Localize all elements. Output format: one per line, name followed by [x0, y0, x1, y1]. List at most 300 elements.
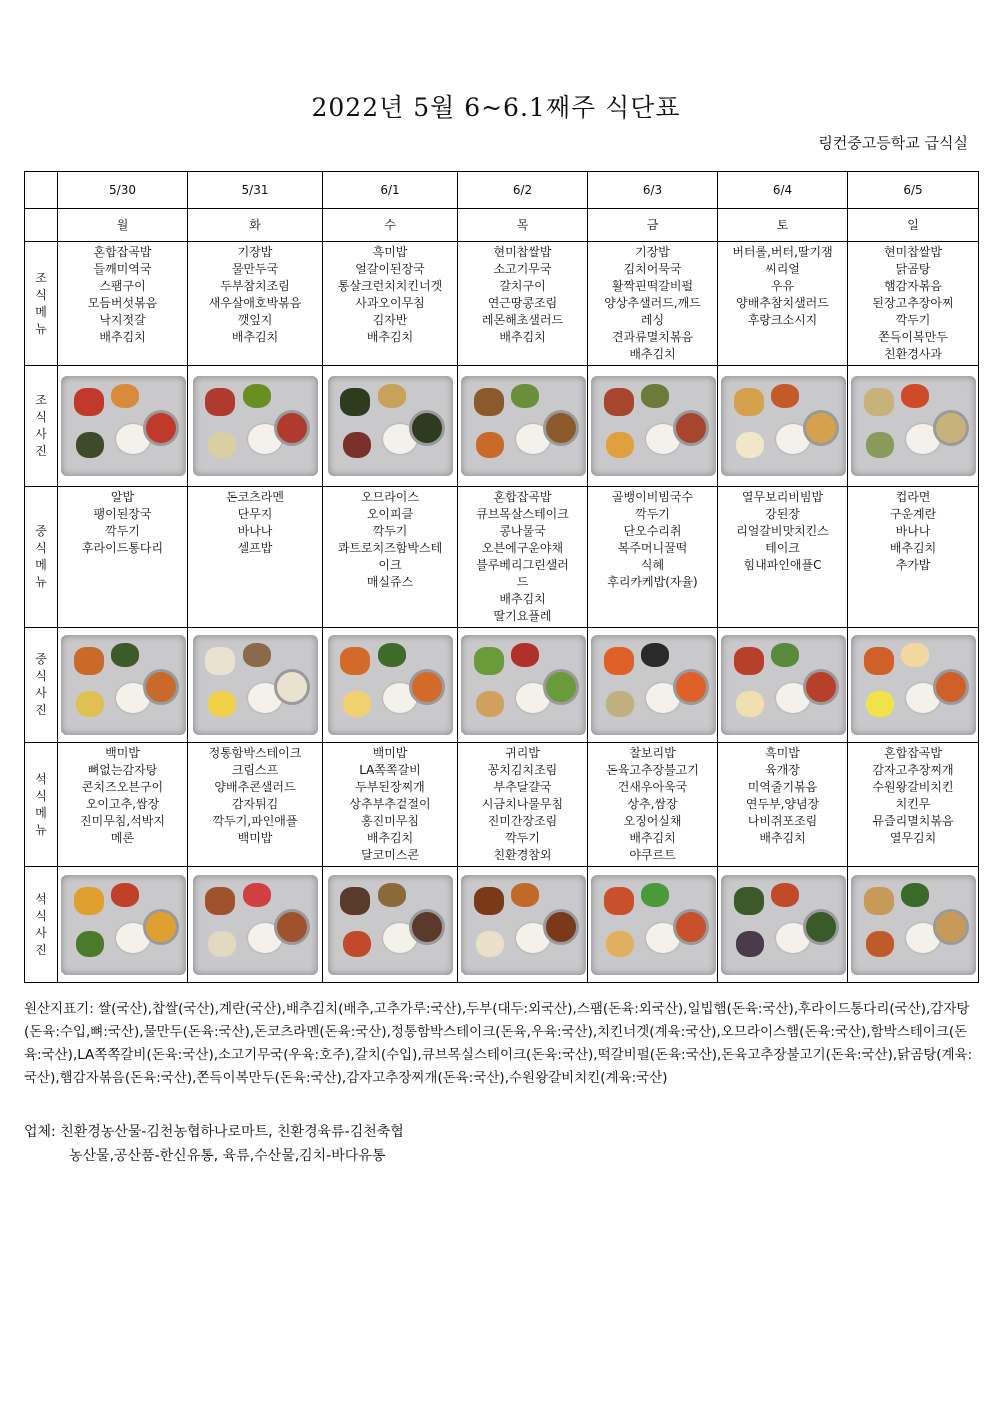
- menu-list: [848, 242, 978, 365]
- menu-item: 연근땅콩조림: [487, 296, 558, 310]
- food-side3: [76, 931, 104, 957]
- food-side2: [111, 384, 139, 408]
- row-label-char: 메: [35, 805, 47, 820]
- menu-item: 씨리얼: [765, 262, 800, 276]
- food-side3: [736, 931, 764, 957]
- row-label: [25, 242, 58, 366]
- menu-item: 깍두기: [105, 524, 140, 538]
- breakfast-menu-cell: [718, 242, 848, 366]
- food-side3: [208, 931, 236, 957]
- meal-photo: [193, 376, 318, 476]
- food-side1: [604, 647, 634, 675]
- food-side1: [74, 887, 104, 915]
- menu-list: [588, 743, 717, 866]
- school-name: 링컨중고등학교 급식실: [818, 134, 968, 152]
- food-side2: [111, 883, 139, 907]
- row-label-char: 식: [35, 541, 47, 555]
- menu-item: 이크: [378, 558, 402, 572]
- row-label-char: 조: [35, 270, 47, 285]
- menu-item: 오징어실채: [623, 814, 682, 828]
- food-side1: [734, 388, 764, 416]
- food-bowl: [673, 669, 709, 705]
- food-side2: [901, 384, 929, 408]
- lunch-menu-cell: [58, 487, 188, 628]
- menu-list: [58, 487, 187, 559]
- menu-item: 배추김치: [629, 831, 676, 845]
- row-label-char: 뉴: [35, 822, 47, 837]
- menu-list: [588, 242, 717, 365]
- breakfast-photo-cell: [458, 366, 588, 487]
- menu-item: 매실쥬스: [366, 575, 414, 589]
- lunch-photo-cell: [188, 628, 323, 743]
- menu-item: 스팸구이: [99, 279, 146, 293]
- food-side2: [378, 883, 406, 907]
- breakfast-menu-cell: [458, 242, 588, 366]
- row-label-char: 진: [35, 703, 47, 717]
- menu-table: [24, 171, 979, 983]
- food-bowl: [274, 909, 310, 945]
- day-cell: 일: [848, 209, 979, 242]
- food-side2: [111, 643, 139, 667]
- menu-item: 모듬버섯볶음: [87, 296, 158, 310]
- menu-item: 혼합잡곡밥: [884, 746, 942, 760]
- food-bowl: [803, 410, 839, 446]
- row-label-char: 사: [35, 925, 47, 940]
- meal-photo: [461, 875, 586, 975]
- food-side3: [476, 931, 504, 957]
- meal-photo: [328, 875, 453, 975]
- lunch-photo-cell: [323, 628, 458, 743]
- menu-item: 기장밥: [635, 245, 670, 259]
- meal-photo: [721, 875, 846, 975]
- food-side3: [476, 691, 504, 717]
- menu-item: 감자고추장찌개: [872, 763, 954, 777]
- food-side2: [901, 883, 929, 907]
- food-side1: [340, 887, 370, 915]
- breakfast-photo-row: [25, 366, 979, 487]
- dinner-menu-cell: [718, 743, 848, 867]
- menu-item: 후라이드통다리: [81, 541, 164, 555]
- day-cell: 화: [188, 209, 323, 242]
- dinner-photo-cell: [458, 867, 588, 983]
- corner-cell: [25, 209, 58, 242]
- menu-item: 오이피클: [366, 507, 414, 521]
- menu-item: 오븐에구운야채: [481, 541, 564, 555]
- menu-list: [58, 743, 187, 849]
- menu-list: [58, 242, 187, 348]
- food-side2: [641, 384, 669, 408]
- menu-item: 야쿠르트: [629, 848, 676, 862]
- menu-item: 콰트로치즈함박스테: [337, 541, 443, 555]
- food-side3: [736, 691, 764, 717]
- lunch-photo-cell: [58, 628, 188, 743]
- lunch-photo-cell: [848, 628, 979, 743]
- menu-item: 딸기요플레: [493, 609, 552, 623]
- menu-item: 버터롤,버터,딸기잼: [732, 245, 833, 259]
- food-side2: [378, 643, 406, 667]
- menu-item: 치킨무: [895, 797, 931, 811]
- menu-item: 깍두기: [895, 313, 931, 327]
- menu-item: 나비쥐포조림: [747, 814, 818, 828]
- menu-item: 양상추샐러드,깨드: [604, 296, 701, 310]
- menu-item: 백미밥: [372, 746, 408, 760]
- lunch-photo-cell: [458, 628, 588, 743]
- dinner-menu-cell: [188, 743, 323, 867]
- food-bowl: [543, 909, 579, 945]
- day-cell: 금: [588, 209, 718, 242]
- date-cell: 6/4: [718, 172, 848, 209]
- menu-item: 두부된장찌개: [355, 780, 425, 794]
- menu-item: 홍진미무침: [361, 814, 419, 828]
- meal-photo: [193, 635, 318, 735]
- dinner-photo-cell: [718, 867, 848, 983]
- food-side1: [734, 887, 764, 915]
- menu-item: 뼈없는감자탕: [87, 763, 158, 777]
- food-bowl: [409, 909, 445, 945]
- menu-item: 백미밥: [237, 831, 273, 845]
- menu-item: 강된장: [765, 507, 800, 521]
- food-side3: [866, 691, 894, 717]
- menu-item: 후랑크소시지: [747, 313, 818, 327]
- menu-item: 찰보리밥: [629, 746, 676, 760]
- row-label: [25, 487, 58, 628]
- row-label-char: 석: [35, 891, 47, 906]
- menu-item: 쫀득이복만두: [878, 330, 948, 344]
- menu-item: 셀프밥: [237, 541, 273, 555]
- origin-notes: [24, 998, 974, 1090]
- lunch-photo-cell: [588, 628, 718, 743]
- menu-item: 구운계란: [889, 507, 937, 521]
- meal-photo: [591, 875, 716, 975]
- menu-item: 배추김치: [366, 330, 414, 344]
- food-side1: [205, 647, 235, 675]
- breakfast-photo-cell: [588, 366, 718, 487]
- food-side1: [205, 887, 235, 915]
- meal-photo: [61, 875, 186, 975]
- menu-item: 상추부추겉절이: [349, 797, 431, 811]
- row-label-char: 식: [35, 287, 47, 302]
- menu-item: 리얼갈비맛치킨스: [736, 524, 829, 538]
- food-bowl: [933, 410, 969, 446]
- menu-list: [718, 242, 847, 331]
- meal-photo: [721, 376, 846, 476]
- meal-photo: [721, 635, 846, 735]
- date-cell: 6/5: [848, 172, 979, 209]
- menu-item: 통살크런치치킨너겟: [337, 279, 443, 293]
- menu-item: 활짝핀떡갈비펄: [611, 279, 694, 293]
- menu-item: 사과오이무침: [355, 296, 425, 310]
- row-label-char: 메: [35, 304, 47, 319]
- food-side1: [604, 887, 634, 915]
- menu-item: 시금치나물무침: [481, 797, 564, 811]
- food-side3: [606, 691, 634, 717]
- lunch-menu-cell: [323, 487, 458, 628]
- lunch-menu-cell: [848, 487, 979, 628]
- food-side3: [343, 432, 371, 458]
- menu-item: 김치어묵국: [623, 262, 682, 276]
- menu-item: 기장밥: [237, 245, 273, 259]
- menu-item: 콩나물국: [499, 524, 546, 538]
- origin-text: 원산지표기: 쌀(국산),찹쌀(국산),계란(국산),배추김치(배추,고추가루:국산),두부(대두:외국산),스팸(돈육:외국산),일빕햄(돈육:국산),후라이드통다리(국산),감자탕(돈육:수입,뼈:국산),물만두(돈육:국산),돈코츠라멘(돈육:국산),정통함박스테이크(돈육,우육:국산),치킨너겟(계육:국산),오므라이스햄(돈육:국산),함박스테이크(돈육:국산),LA쪽쪽갈비(돈육:국산),소고기무국(우육:호주),갈치(수입),큐브목실스테이크(돈육:국산),떡갈비펄(돈육:국산),돈육고추장불고기(돈육:국산),닭곰탕(계육:국산),햄감자볶음(돈육:국산),쫀득이복만두(돈육:국산),감자고추장찌개(돈육:국산),수원왕갈비치킨(계육:국산): [24, 1001, 973, 1086]
- menu-item: 바나나: [237, 524, 273, 538]
- menu-item: 친환경사과: [884, 347, 942, 361]
- date-cell: 5/31: [188, 172, 323, 209]
- row-label-char: 진: [35, 942, 47, 957]
- food-side1: [205, 388, 235, 416]
- food-bowl: [409, 410, 445, 446]
- food-side3: [866, 931, 894, 957]
- food-side2: [243, 883, 271, 907]
- food-bowl: [673, 410, 709, 446]
- menu-item: 바나나: [895, 524, 931, 538]
- menu-item: 햄감자볶음: [884, 279, 942, 293]
- corner-cell: [25, 172, 58, 209]
- menu-item: 양배추참치샐러드: [736, 296, 829, 310]
- menu-item: 배추김치: [499, 592, 546, 606]
- breakfast-menu-cell: [58, 242, 188, 366]
- meal-photo: [328, 635, 453, 735]
- menu-item: 오이고추,쌈장: [85, 797, 160, 811]
- menu-list: [848, 487, 978, 576]
- breakfast-photo-cell: [848, 366, 979, 487]
- menu-item: 갈치구이: [499, 279, 546, 293]
- row-label-char: 식: [35, 410, 47, 424]
- menu-item: 테이크: [765, 541, 800, 555]
- food-side3: [76, 691, 104, 717]
- dinner-menu-cell: [458, 743, 588, 867]
- menu-item: 후리카케밥(자율): [607, 575, 698, 589]
- menu-list: [718, 743, 847, 849]
- menu-item: 깍두기: [372, 524, 408, 538]
- dinner-menu-cell: [323, 743, 458, 867]
- breakfast-menu-row: [25, 242, 979, 366]
- menu-item: 레몬해초샐러드: [481, 313, 564, 327]
- food-bowl: [803, 669, 839, 705]
- food-side3: [76, 432, 104, 458]
- day-row: [25, 209, 979, 242]
- row-label: [25, 867, 58, 983]
- menu-item: 정통함박스테이크: [208, 746, 302, 760]
- dinner-menu-cell: [58, 743, 188, 867]
- food-side2: [641, 883, 669, 907]
- meal-photo: [851, 635, 976, 735]
- dinner-photo-cell: [58, 867, 188, 983]
- menu-item: 부추달걀국: [493, 780, 552, 794]
- food-side3: [208, 432, 236, 458]
- food-bowl: [409, 669, 445, 705]
- date-cell: 6/2: [458, 172, 588, 209]
- breakfast-menu-cell: [588, 242, 718, 366]
- meal-photo: [61, 635, 186, 735]
- menu-item: 힘내파인애플C: [743, 558, 822, 572]
- food-bowl: [673, 909, 709, 945]
- menu-item: 백미밥: [105, 746, 140, 760]
- menu-list: [848, 743, 978, 849]
- food-side1: [864, 647, 894, 675]
- dinner-menu-cell: [588, 743, 718, 867]
- food-side1: [734, 647, 764, 675]
- meal-photo: [851, 875, 976, 975]
- meal-photo: [61, 376, 186, 476]
- lunch-menu-cell: [458, 487, 588, 628]
- food-side1: [340, 647, 370, 675]
- menu-item: 깻잎지: [237, 313, 273, 327]
- food-side3: [606, 931, 634, 957]
- menu-item: 열무김치: [889, 831, 937, 845]
- food-side2: [243, 384, 271, 408]
- menu-list: [188, 743, 322, 849]
- food-side1: [864, 887, 894, 915]
- menu-list: [458, 743, 587, 866]
- menu-item: 육개장: [765, 763, 800, 777]
- menu-item: 혼합잡곡밥: [493, 490, 552, 504]
- menu-item: 두부참치조림: [220, 279, 290, 293]
- menu-list: [458, 487, 587, 627]
- food-bowl: [543, 410, 579, 446]
- food-bowl: [274, 410, 310, 446]
- lunch-menu-cell: [718, 487, 848, 628]
- food-side1: [340, 388, 370, 416]
- menu-item: 배추김치: [231, 330, 279, 344]
- menu-item: 단오수리취: [623, 524, 682, 538]
- menu-item: 물만두국: [231, 262, 279, 276]
- breakfast-photo-cell: [718, 366, 848, 487]
- menu-item: 배추김치: [889, 541, 937, 555]
- food-side3: [606, 432, 634, 458]
- food-side2: [243, 643, 271, 667]
- food-side1: [74, 647, 104, 675]
- food-side2: [378, 384, 406, 408]
- meal-photo: [591, 376, 716, 476]
- food-side3: [343, 931, 371, 957]
- food-bowl: [543, 669, 579, 705]
- row-label-char: 석: [35, 771, 47, 786]
- menu-item: 배추김치: [759, 831, 806, 845]
- food-side1: [604, 388, 634, 416]
- dinner-photo-cell: [188, 867, 323, 983]
- row-label-char: 메: [35, 558, 47, 572]
- food-bowl: [143, 410, 179, 446]
- menu-item: 새우살애호박볶음: [208, 296, 302, 310]
- menu-item: 들깨미역국: [93, 262, 152, 276]
- food-side2: [901, 643, 929, 667]
- menu-item: 건새우아욱국: [617, 780, 688, 794]
- menu-item: 꽁치김치조림: [487, 763, 558, 777]
- day-cell: 목: [458, 209, 588, 242]
- row-label-char: 조: [35, 393, 47, 407]
- dinner-photo-cell: [323, 867, 458, 983]
- row-label-char: 진: [35, 444, 47, 458]
- menu-item: 낙지젓갈: [99, 313, 146, 327]
- menu-item: 골뱅이비빔국수: [611, 490, 694, 504]
- day-cell: 수: [323, 209, 458, 242]
- menu-item: 우유: [770, 279, 795, 293]
- food-side1: [474, 388, 504, 416]
- dinner-menu-row: [25, 743, 979, 867]
- menu-list: [588, 487, 717, 593]
- row-label: [25, 628, 58, 743]
- vendor-line-2: 농산물,공산품-한신유통, 육류,수산물,김치-바다유통: [69, 1148, 386, 1164]
- row-label-char: 사: [35, 427, 47, 441]
- dinner-photo-cell: [848, 867, 979, 983]
- menu-item: 현미찹쌀밥: [884, 245, 942, 259]
- menu-list: [323, 743, 457, 866]
- date-cell: 6/1: [323, 172, 458, 209]
- food-bowl: [143, 669, 179, 705]
- row-label: [25, 366, 58, 487]
- menu-item: 친환경참외: [493, 848, 552, 862]
- menu-item: 큐브목살스테이크: [476, 507, 569, 521]
- menu-item: 흑미밥: [765, 746, 800, 760]
- menu-list: [458, 242, 587, 348]
- row-label: [25, 743, 58, 867]
- menu-item: 크림스프: [231, 763, 279, 777]
- menu-item: 돈육고추장불고기: [606, 763, 699, 777]
- row-label-char: 뉴: [35, 575, 47, 589]
- food-bowl: [933, 669, 969, 705]
- breakfast-menu-cell: [188, 242, 323, 366]
- date-cell: 6/3: [588, 172, 718, 209]
- breakfast-photo-cell: [188, 366, 323, 487]
- menu-list: [188, 242, 322, 348]
- menu-item: 상추,쌈장: [627, 797, 678, 811]
- menu-item: 미역줄기볶음: [747, 780, 818, 794]
- menu-item: 깍두기: [635, 507, 670, 521]
- menu-item: 배추김치: [366, 831, 414, 845]
- menu-item: 수원왕갈비치킨: [872, 780, 954, 794]
- menu-item: 뮤즐리멸치볶음: [872, 814, 954, 828]
- page-title: 2022년 5월 6~6.1째주 식단표: [311, 93, 681, 122]
- breakfast-menu-cell: [848, 242, 979, 366]
- lunch-photo-row: [25, 628, 979, 743]
- row-label-char: 중: [35, 652, 47, 666]
- menu-item: 돈코츠라멘: [226, 490, 284, 504]
- menu-item: 진미간장조림: [487, 814, 558, 828]
- menu-item: 된장고추장아찌: [872, 296, 954, 310]
- menu-item: 추가밥: [895, 558, 931, 572]
- menu-item: 알밥: [110, 490, 135, 504]
- menu-item: 드: [516, 575, 529, 589]
- menu-item: 감자튀김: [231, 797, 279, 811]
- menu-item: 흑미밥: [372, 245, 408, 259]
- row-label-char: 뉴: [35, 321, 47, 336]
- date-cell: 5/30: [58, 172, 188, 209]
- row-label-char: 식: [35, 908, 47, 923]
- menu-item: 복주머니꿀떡: [617, 541, 688, 555]
- food-side3: [476, 432, 504, 458]
- day-cell: 토: [718, 209, 848, 242]
- food-side2: [511, 643, 539, 667]
- menu-item: 열무보리비빔밥: [741, 490, 824, 504]
- dinner-photo-cell: [588, 867, 718, 983]
- menu-list: [323, 242, 457, 348]
- menu-item: 배추김치: [629, 347, 676, 361]
- menu-item: 콘치즈오븐구이: [81, 780, 164, 794]
- meal-photo: [851, 376, 976, 476]
- menu-item: 배추김치: [99, 330, 146, 344]
- lunch-photo-cell: [718, 628, 848, 743]
- dinner-menu-cell: [848, 743, 979, 867]
- food-side3: [736, 432, 764, 458]
- row-label-char: 식: [35, 788, 47, 803]
- menu-item: 배추김치: [499, 330, 546, 344]
- row-label-char: 식: [35, 669, 47, 683]
- meal-photo: [193, 875, 318, 975]
- lunch-menu-cell: [588, 487, 718, 628]
- menu-item: 메론: [110, 831, 135, 845]
- day-cell: 월: [58, 209, 188, 242]
- menu-list: [323, 487, 457, 593]
